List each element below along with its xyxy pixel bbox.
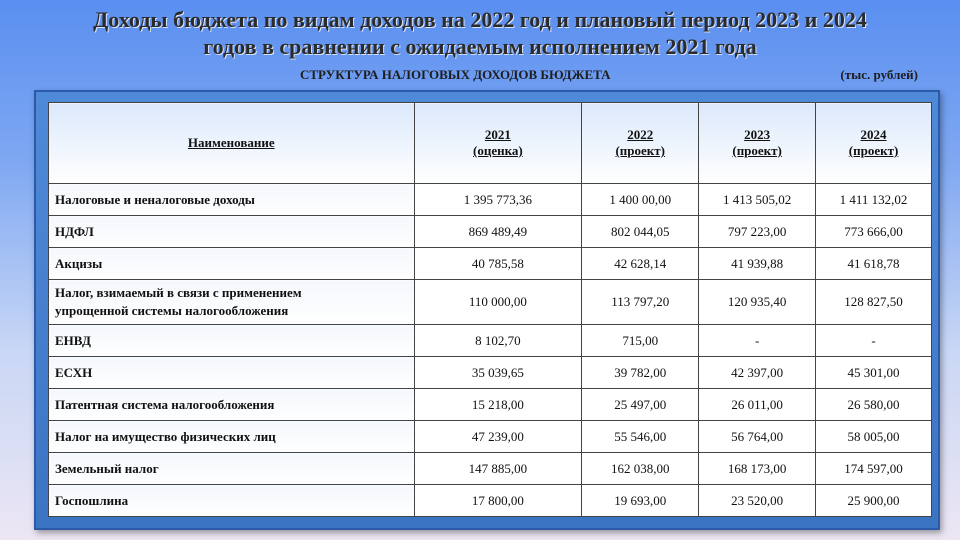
header-2021 <box>414 103 582 184</box>
table-row <box>49 389 932 421</box>
table-row <box>49 453 932 485</box>
value-2023: 168 173,00 <box>699 453 816 485</box>
header-note: (проект) <box>848 143 899 158</box>
table-row <box>49 184 932 216</box>
value-2024: 174 597,00 <box>816 453 932 485</box>
value-2021: 869 489,49 <box>414 216 582 248</box>
value-2023: 23 520,00 <box>699 485 816 517</box>
table-row <box>49 325 932 357</box>
value-2022: 39 782,00 <box>582 357 699 389</box>
value-2024: 41 618,78 <box>816 248 932 280</box>
value-2024: 45 301,00 <box>816 357 932 389</box>
table-row <box>49 357 932 389</box>
page-title <box>0 6 960 60</box>
row-name: ЕНВД <box>49 325 415 357</box>
value-2023: 26 011,00 <box>699 389 816 421</box>
value-2023: 42 397,00 <box>699 357 816 389</box>
row-name: Акцизы <box>49 248 415 280</box>
value-2021: 47 239,00 <box>414 421 582 453</box>
value-2022: 113 797,20 <box>582 280 699 325</box>
header-2022 <box>582 103 699 184</box>
header-year: 2023 <box>744 127 771 142</box>
table-row <box>49 216 932 248</box>
row-name-line-2: упрощенной системы налогообложения <box>55 303 289 318</box>
page-title-line-1: Доходы бюджета по видам доходов на 2022 год и плановый период 2023 и 2024 <box>93 7 867 32</box>
header-year: 2024 <box>860 127 887 142</box>
table-header-row <box>49 103 932 184</box>
value-2022: 715,00 <box>582 325 699 357</box>
header-2023 <box>699 103 816 184</box>
row-name: НДФЛ <box>49 216 415 248</box>
value-2024: 25 900,00 <box>816 485 932 517</box>
value-2021: 110 000,00 <box>414 280 582 325</box>
value-2024: 1 411 132,02 <box>816 184 932 216</box>
value-2024: 26 580,00 <box>816 389 932 421</box>
row-name <box>49 280 415 325</box>
units-label: (тыс. рублей) <box>840 67 918 82</box>
header-note: (проект) <box>615 143 665 158</box>
row-name: Налоговые и неналоговые доходы <box>49 184 415 216</box>
value-2024: - <box>816 325 932 357</box>
value-2023: 797 223,00 <box>699 216 816 248</box>
value-2022: 55 546,00 <box>582 421 699 453</box>
value-2021: 40 785,58 <box>414 248 582 280</box>
value-2021: 8 102,70 <box>414 325 582 357</box>
row-name: Патентная система налогообложения <box>49 389 415 421</box>
row-name: Госпошлина <box>49 485 415 517</box>
header-year: 2022 <box>627 127 654 142</box>
header-2024 <box>816 103 932 184</box>
value-2021: 17 800,00 <box>414 485 582 517</box>
row-name: ЕСХН <box>49 357 415 389</box>
table-subtitle: СТРУКТУРА НАЛОГОВЫХ ДОХОДОВ БЮДЖЕТА <box>300 67 611 82</box>
value-2021: 147 885,00 <box>414 453 582 485</box>
value-2023: 1 413 505,02 <box>699 184 816 216</box>
value-2024: 773 666,00 <box>816 216 932 248</box>
value-2022: 42 628,14 <box>582 248 699 280</box>
table-row <box>49 421 932 453</box>
header-note: (оценка) <box>473 143 523 158</box>
table-row <box>49 248 932 280</box>
value-2024: 58 005,00 <box>816 421 932 453</box>
value-2021: 15 218,00 <box>414 389 582 421</box>
value-2023: 120 935,40 <box>699 280 816 325</box>
header-year: 2021 <box>484 127 511 142</box>
header-name: Наименование <box>49 103 415 184</box>
value-2023: - <box>699 325 816 357</box>
value-2023: 41 939,88 <box>699 248 816 280</box>
value-2023: 56 764,00 <box>699 421 816 453</box>
value-2022: 802 044,05 <box>582 216 699 248</box>
value-2022: 25 497,00 <box>582 389 699 421</box>
value-2022: 162 038,00 <box>582 453 699 485</box>
table-row <box>49 280 932 325</box>
value-2021: 35 039,65 <box>414 357 582 389</box>
page-title-line-2: годов в сравнении с ожидаемым исполнением 2021 года <box>203 34 757 59</box>
row-name: Земельный налог <box>49 453 415 485</box>
value-2021: 1 395 773,36 <box>414 184 582 216</box>
revenue-table <box>48 102 932 517</box>
value-2022: 1 400 00,00 <box>582 184 699 216</box>
header-note: (проект) <box>732 143 782 158</box>
value-2022: 19 693,00 <box>582 485 699 517</box>
row-name-line-1: Налог, взимаемый в связи с применением <box>55 285 302 300</box>
table-row <box>49 485 932 517</box>
row-name: Налог на имущество физических лиц <box>49 421 415 453</box>
value-2024: 128 827,50 <box>816 280 932 325</box>
